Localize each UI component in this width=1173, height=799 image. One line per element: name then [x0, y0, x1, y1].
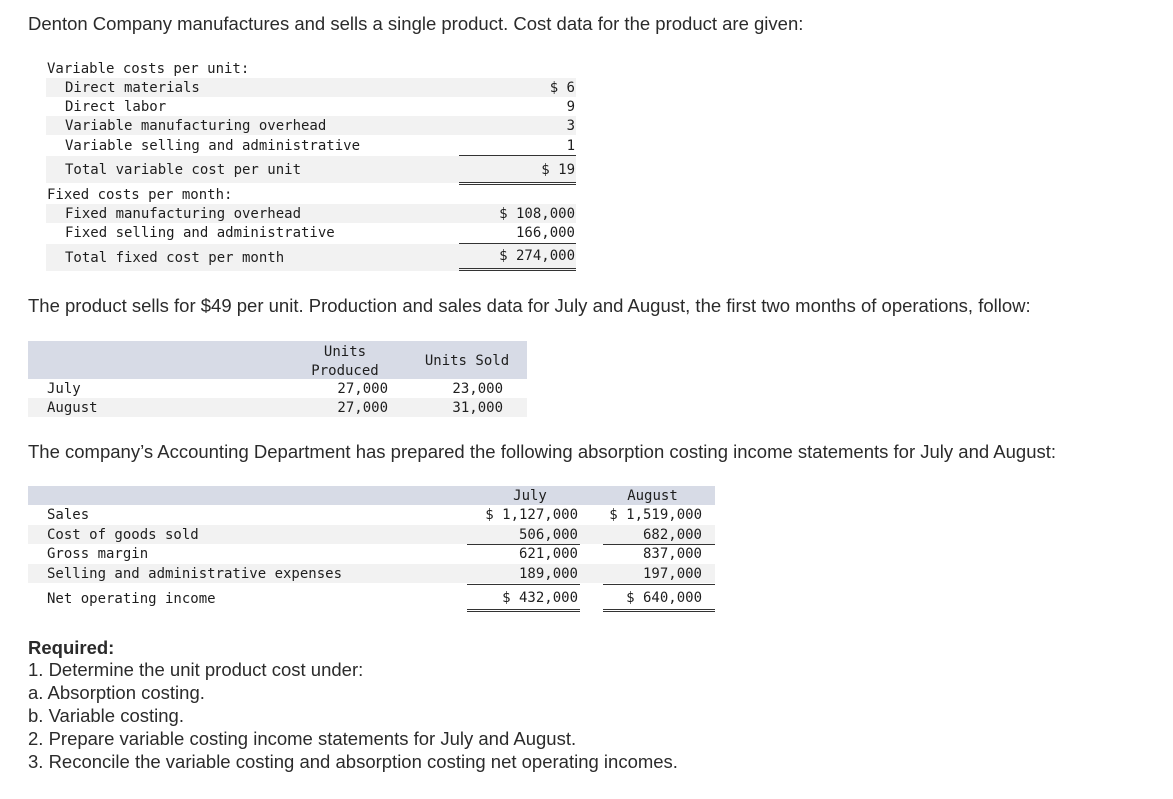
- total-variable-label: Total variable cost per unit: [65, 162, 302, 178]
- fixed-costs-header: Fixed costs per month:: [47, 187, 233, 203]
- cost-value: 1: [566, 138, 575, 154]
- required-line: 3. Reconcile the variable costing and absorption costing net operating incomes.: [28, 751, 678, 772]
- cost-label: Direct labor: [65, 99, 167, 115]
- july-value: 621,000: [518, 546, 578, 562]
- income-row-label: Selling and administrative expenses: [47, 566, 343, 582]
- total-double-rule: [459, 182, 576, 185]
- col-header-units-sold: Units Sold: [424, 353, 510, 369]
- cost-label: Variable manufacturing overhead: [65, 118, 327, 134]
- total-double-rule: [459, 268, 576, 271]
- subtotal-rule: [459, 155, 576, 156]
- cost-value: 3: [566, 118, 575, 134]
- total-fixed-value: $ 274,000: [499, 248, 575, 264]
- cost-label: Direct materials: [65, 80, 200, 96]
- july-value: 189,000: [518, 566, 578, 582]
- july-value: $ 1,127,000: [485, 507, 578, 523]
- required-line: 1. Determine the unit product cost under:: [28, 659, 364, 680]
- units-produced-value: 27,000: [337, 381, 388, 397]
- units-produced-value: 27,000: [337, 400, 388, 416]
- income-row-label: Cost of goods sold: [47, 527, 199, 543]
- july-value: $ 432,000: [502, 590, 578, 606]
- august-value: 837,000: [642, 546, 702, 562]
- cost-label: Variable selling and administrative: [65, 138, 361, 154]
- units-sold-value: 31,000: [452, 400, 503, 416]
- subtotal-rule: [459, 243, 576, 244]
- total-variable-value: $ 19: [541, 162, 575, 178]
- cost-value: $ 6: [549, 80, 575, 96]
- month-label: August: [47, 400, 98, 416]
- sales-paragraph: The product sells for $49 per unit. Production and sales data for July and August, the first two months of operations, follow:: [28, 295, 1031, 316]
- intro-paragraph: Denton Company manufactures and sells a single product. Cost data for the product are given:: [28, 13, 804, 34]
- august-value: 682,000: [642, 527, 702, 543]
- income-paragraph: The company’s Accounting Department has prepared the following absorption costing income statements for July and August:: [28, 441, 1057, 462]
- cost-value: 166,000: [515, 225, 575, 241]
- cost-label: Fixed manufacturing overhead: [65, 206, 302, 222]
- required-line: a. Absorption costing.: [28, 682, 205, 703]
- income-row-label: Gross margin: [47, 546, 149, 562]
- units-sold-value: 23,000: [452, 381, 503, 397]
- required-line: b. Variable costing.: [28, 705, 184, 726]
- variable-costs-header: Variable costs per unit:: [47, 61, 250, 77]
- col-header-august: August: [627, 488, 678, 504]
- total-fixed-label: Total fixed cost per month: [65, 250, 285, 266]
- income-row-label: Net operating income: [47, 591, 216, 607]
- august-value: $ 640,000: [626, 590, 702, 606]
- cost-label: Fixed selling and administrative: [65, 225, 335, 241]
- col-header-july: July: [513, 488, 547, 504]
- month-label: July: [47, 381, 81, 397]
- august-value: 197,000: [642, 566, 702, 582]
- august-value: $ 1,519,000: [609, 507, 702, 523]
- july-value: 506,000: [518, 527, 578, 543]
- income-row-label: Sales: [47, 507, 90, 523]
- col-header-units-produced: Units Produced: [311, 344, 379, 379]
- cost-value: $ 108,000: [499, 206, 575, 222]
- cost-value: 9: [566, 99, 575, 115]
- required-line: 2. Prepare variable costing income statements for July and August.: [28, 728, 577, 749]
- required-title: Required:: [28, 637, 115, 658]
